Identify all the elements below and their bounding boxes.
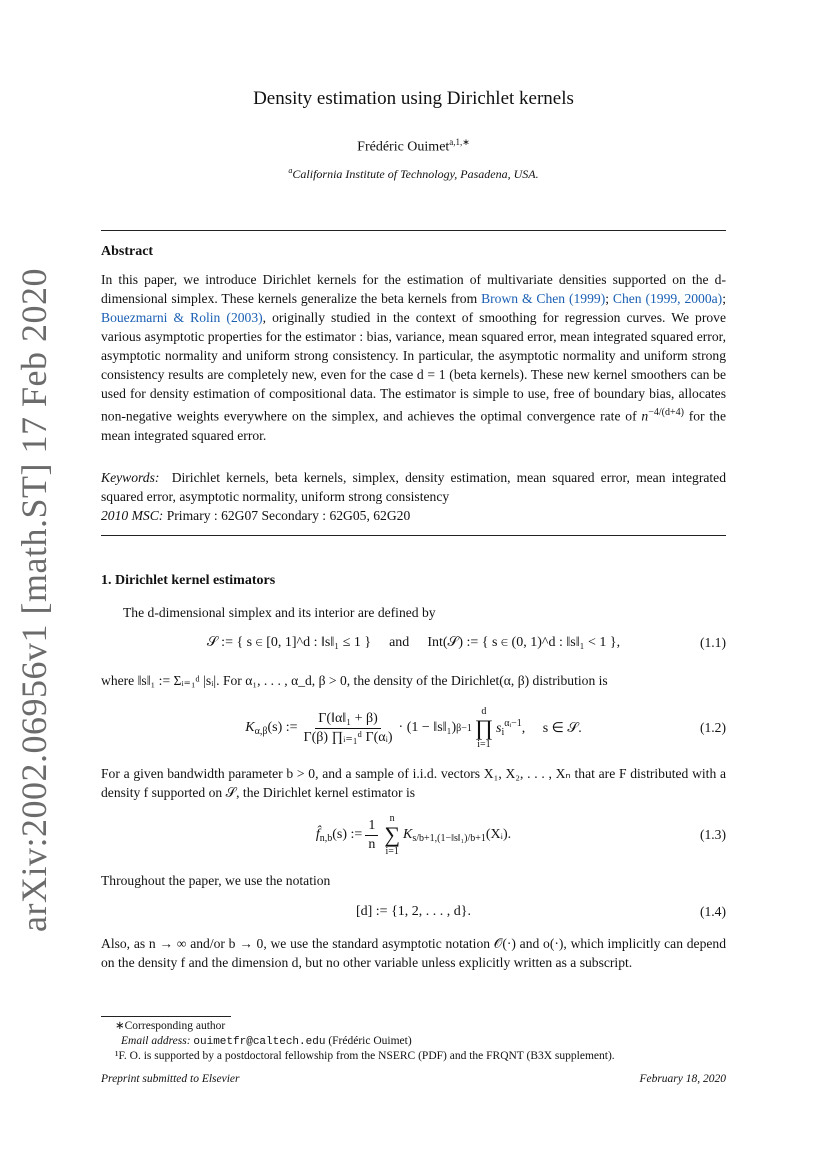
keywords-text: Dirichlet kernels, beta kernels, simplex, density estimation, mean squared error, mean integrated squared error, asymptotic normality, uniform strong consistency xyxy=(101,470,726,504)
eq3-denominator: n xyxy=(368,836,376,852)
paper-title: Density estimation using Dirichlet kernels xyxy=(253,88,574,109)
eq3-fraction xyxy=(365,818,378,853)
eq1-connector: and xyxy=(389,635,410,650)
eq2-term-sub: i xyxy=(501,727,505,738)
affiliation-mark: a xyxy=(288,166,293,175)
abstract-text-1: In this paper, we introduce Dirichlet kernels for the estimation of multivariate densities supported on the d-dimensional simplex. These kernels generalize the beta kernels from xyxy=(101,272,726,306)
footnote-email xyxy=(101,1034,746,1050)
abstract-bottom-rule xyxy=(101,535,726,536)
footer-right: February 18, 2020 xyxy=(639,1073,726,1085)
eq2-number: (1.2) xyxy=(699,720,726,735)
author-name: Frédéric Ouimet xyxy=(357,139,450,155)
eq1-number: (1.1) xyxy=(699,635,726,650)
abstract-top-rule xyxy=(101,230,726,231)
rate-base: n xyxy=(641,408,649,424)
section-1-para-1: The d-dimensional simplex and its interior are defined by xyxy=(123,605,436,620)
section-1-para-4: Throughout the paper, we use the notation xyxy=(101,873,331,888)
eq3-lhs: f̂ xyxy=(315,826,320,842)
eq3-kernel: K xyxy=(403,826,413,842)
keywords-block xyxy=(101,468,726,525)
equation-1-2 xyxy=(101,703,726,753)
msc-text: Primary : 62G07 Secondary : 62G05, 62G20 xyxy=(166,508,411,523)
affiliation xyxy=(101,166,726,182)
eq2-numerator: Γ(‖α‖₁ + β) xyxy=(315,711,381,729)
citation-bouezmarni-rolin[interactable]: Bouezmarni & Rolin (2003) xyxy=(101,310,263,325)
msc-label: 2010 MSC: xyxy=(101,508,164,523)
equation-1-1 xyxy=(101,628,726,658)
eq3-lhs-sub: n,b xyxy=(319,832,333,844)
page-footer xyxy=(101,1073,726,1085)
eq3-arg: (Xᵢ). xyxy=(485,826,512,842)
abstract-heading: Abstract xyxy=(101,244,154,259)
section-1-para-2: where ‖s‖₁ := Σᵢ₌₁ᵈ |sᵢ|. For α₁, . . . , α_d, β > 0, the density of the Dirichlet(α, β) distribution is xyxy=(101,673,608,688)
email-label: Email address: xyxy=(121,1035,191,1047)
equation-1-4 xyxy=(101,897,726,927)
abstract-sep-2: ; xyxy=(722,291,726,306)
abstract-text-3: for the mean integrated squared error. xyxy=(101,408,726,443)
abstract-body xyxy=(101,270,726,445)
section-1-heading: 1. Dirichlet kernel estimators xyxy=(101,573,276,588)
email-owner: (Frédéric Ouimet) xyxy=(328,1035,412,1047)
eq2-lhs-arg: (s) := xyxy=(267,719,298,735)
rate-exponent: −4/(d+4) xyxy=(648,407,684,418)
citation-brown-chen[interactable]: Brown & Chen (1999) xyxy=(481,291,606,306)
keywords-label: Keywords: xyxy=(101,470,160,485)
section-1-para-3: For a given bandwidth parameter b > 0, and a sample of i.i.d. vectors X₁, X₂, . . . , Xₙ that are F distributed with a density f supported on 𝒮, the Dirichlet kernel estimator is xyxy=(101,766,726,800)
eq2-middle: · (1 − ‖s‖₁) xyxy=(398,720,457,735)
eq1-left: 𝒮 := { s ∈ [0, 1]^d : ‖s‖₁ ≤ 1 } xyxy=(206,635,372,650)
author-line xyxy=(101,137,726,156)
eq2-lhs: K xyxy=(245,719,255,735)
eq3-numerator: 1 xyxy=(365,818,378,836)
footnote-corresponding: ∗Corresponding author xyxy=(115,1020,226,1032)
arxiv-sidebar-stamp xyxy=(8,268,60,932)
eq2-fraction xyxy=(301,711,396,746)
eq3-sum: n ∑ i=1 xyxy=(384,813,401,857)
author-marks: a,1,∗ xyxy=(449,137,470,147)
eq3-kernel-sub: s/b+1,(1−‖s‖₁)/b+1 xyxy=(412,832,486,844)
eq2-denominator: Γ(β) ∏ᵢ₌₁ᵈ Γ(αᵢ) xyxy=(303,729,393,745)
eq2-term: s xyxy=(495,721,502,736)
arxiv-id: arXiv:2002.06956v1 [math.ST] 17 Feb 2020 xyxy=(14,268,55,932)
footer-left: Preprint submitted to Elsevier xyxy=(101,1073,240,1085)
abstract-sep-1: ; xyxy=(605,291,613,306)
eq4-number: (1.4) xyxy=(699,904,726,919)
eq2-prod-top: d xyxy=(481,706,487,717)
citation-chen[interactable]: Chen (1999, 2000a) xyxy=(612,291,723,306)
eq2-prod-bottom: i=1 xyxy=(477,739,491,750)
eq2-middle-exp: β−1 xyxy=(456,722,472,734)
affiliation-text: California Institute of Technology, Pasadena, USA. xyxy=(292,167,539,181)
eq3-number: (1.3) xyxy=(699,827,726,842)
footnote-funding: ¹F. O. is supported by a postdoctoral fellowship from the NSERC (PDF) and the FRQNT (B3X supplement). xyxy=(115,1050,615,1062)
eq2-term-exp: αᵢ−1 xyxy=(504,718,522,729)
eq3-sum-top: n xyxy=(389,813,395,824)
abstract-text-2: , originally studied in the context of smoothing for regression curves. We prove various asymptotic properties for the estimator : bias, variance, mean squared error, mean integrated squared error, asymptotic normality and uniform strong consistency. In particular, the asymptotic normality and uniform strong consistency results are completely new, even for the case d = 1 (beta kernels). These new kernel smoothers can be used for density estimation of compositional data. The estimator is simple to use, free of boundary bias, allocates non-negative weights everywhere on the simplex, and achieves the optimal convergence rate of xyxy=(101,310,726,424)
eq2-lhs-sub: α,β xyxy=(254,725,268,737)
equation-1-3 xyxy=(101,810,726,860)
footnote-rule xyxy=(101,1016,231,1017)
eq2-tail: , s ∈ 𝒮. xyxy=(521,720,582,736)
eq4-text: [d] := {1, 2, . . . , d}. xyxy=(355,904,472,919)
eq3-lhs-arg: (s) := xyxy=(332,826,363,842)
eq1-right: Int(𝒮) := { s ∈ (0, 1)^d : ‖s‖₁ < 1 }, xyxy=(427,635,621,650)
email-link[interactable]: ouimetfr@caltech.edu xyxy=(193,1036,326,1048)
section-1-para-5: Also, as n → ∞ and/or b → 0, we use the standard asymptotic notation 𝒪(·) and o(·), which implicitly can depend on the density f and the dimension d, but no other variable unless explicitly written as a subscript. xyxy=(101,936,726,970)
eq3-sum-bottom: i=1 xyxy=(385,846,399,857)
eq2-product: d ∏ i=1 xyxy=(474,706,493,750)
